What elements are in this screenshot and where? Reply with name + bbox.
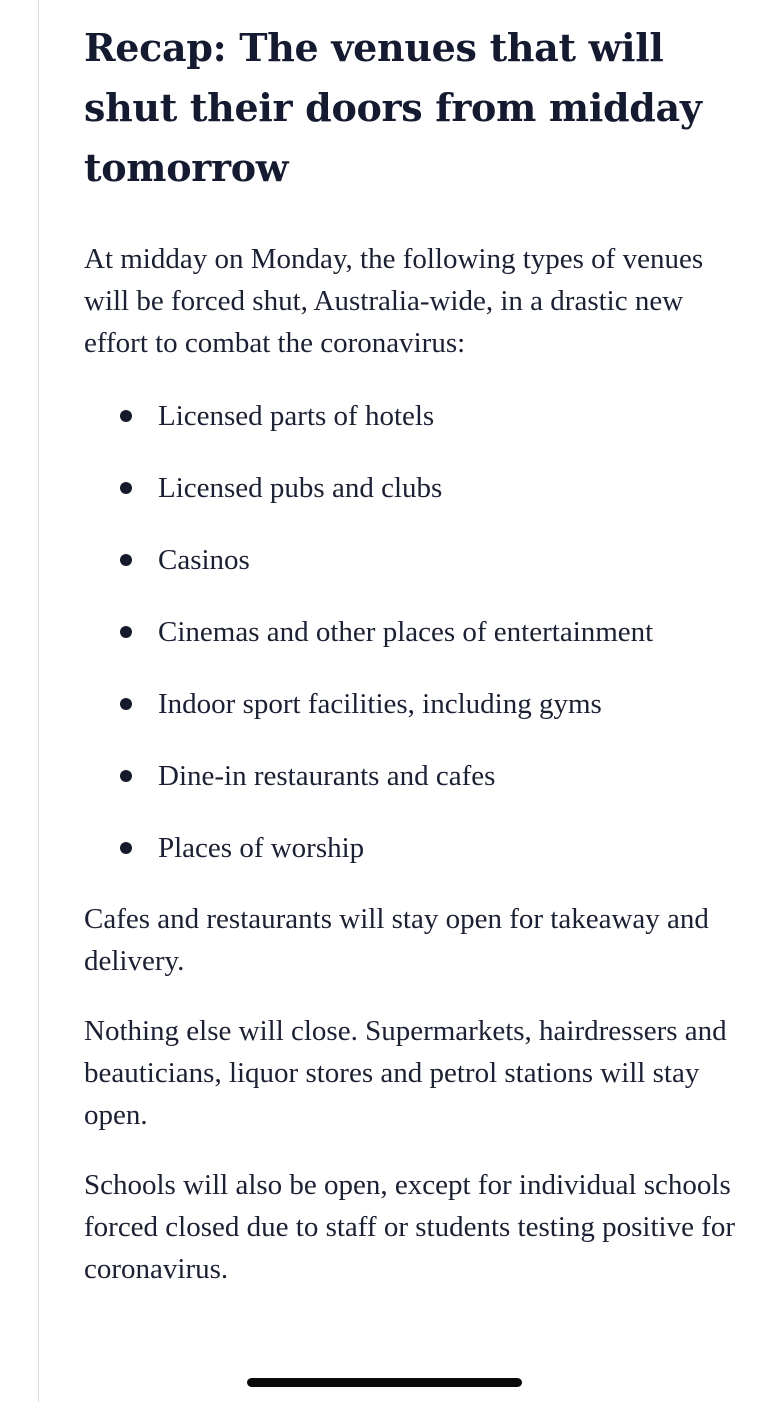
left-divider [38,0,39,1402]
list-item [84,682,744,726]
bullet-dot-icon [120,410,132,422]
takeaway-paragraph: Cafes and restaurants will stay open for takeaway and delivery. [84,903,709,977]
home-indicator-bar[interactable] [247,1378,522,1387]
intro-paragraph: At midday on Monday, the following types of venues will be forced shut, Australia-wide, in a drastic new effort to combat the coronavirus: [84,243,704,359]
list-item [84,754,744,798]
bullet-dot-icon [120,770,132,782]
list-item [84,394,744,438]
list-item-label: Cinemas and other places of entertainment [158,616,654,648]
list-item [84,826,744,870]
list-item-label: Licensed parts of hotels [158,400,435,432]
list-item [84,610,744,654]
nothing-else-paragraph: Nothing else will close. Supermarkets, hairdressers and beauticians, liquor stores and petrol stations will stay open. [84,1015,727,1131]
bullet-dot-icon [120,554,132,566]
bullet-dot-icon [120,482,132,494]
list-item-label: Casinos [158,544,250,576]
list-item [84,538,744,582]
list-item-label: Licensed pubs and clubs [158,472,443,504]
list-item-label: Dine-in restaurants and cafes [158,760,496,792]
list-item-label: Places of worship [158,832,365,864]
bullet-dot-icon [120,698,132,710]
bullet-dot-icon [120,626,132,638]
article-body [84,18,744,1290]
list-item-label: Indoor sport facilities, including gyms [158,688,602,720]
list-item [84,466,744,510]
venue-list [84,394,744,870]
bullet-dot-icon [120,842,132,854]
schools-paragraph: Schools will also be open, except for individual schools forced closed due to staff or students testing positive for coronavirus. [84,1169,736,1285]
article-headline: Recap: The venues that will shut their doors from midday tomorrow [84,25,702,190]
